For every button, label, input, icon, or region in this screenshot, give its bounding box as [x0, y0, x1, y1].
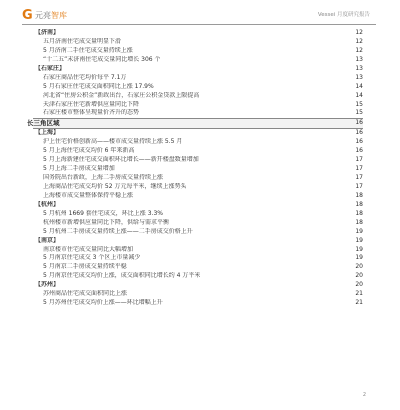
toc-entry-title: “十二五”末济南住宅成交量同比增长 306 个 — [43, 55, 161, 63]
toc-entry-title: 天津石家庄住宅新增供应量同比下降 — [43, 100, 140, 108]
toc-entry-title: 石家庄商品住宅均价每平 7.1万 — [43, 73, 127, 81]
toc-entry-row[interactable] — [33, 109, 363, 118]
toc-entry-title: 5 月南京住宅成交 3 个区上市量减少 — [43, 254, 141, 262]
toc-entry-title: 5 月杭州二手房成交量持续上涨——二手房成交价格上升 — [43, 227, 193, 235]
toc-entry-title: 苏州商品住宅成交面积同比上涨 — [43, 290, 128, 298]
table-of-contents — [27, 29, 363, 308]
toc-entry-row[interactable] — [33, 47, 363, 56]
toc-entry-title: 沪上住宅价格创新高——楼市成交量持续上涨 5.5 月 — [43, 138, 183, 146]
toc-entry-title: 【南京】 — [35, 236, 60, 244]
toc-entry-title: 5 月济南二手住宅成交量持续上涨 — [43, 46, 133, 54]
toc-section-row[interactable] — [33, 201, 363, 210]
page-number: 2 — [362, 392, 366, 398]
toc-entry-row[interactable] — [33, 165, 363, 174]
toc-entry-page: 19 — [355, 236, 363, 244]
toc-entry-page: 13 — [355, 73, 363, 81]
logo-text — [35, 10, 67, 22]
toc-entry-row[interactable] — [33, 101, 363, 110]
toc-entry-page: 20 — [355, 272, 363, 280]
logo-text-accent: 智库 — [51, 11, 67, 20]
toc-entry-row[interactable] — [33, 92, 363, 101]
toc-entry-title: 【上海】 — [35, 129, 60, 137]
toc-entry-row[interactable] — [33, 263, 363, 272]
toc-entry-row[interactable] — [33, 183, 363, 192]
toc-entry-page: 16 — [355, 138, 363, 146]
toc-entry-page: 18 — [355, 209, 363, 217]
toc-entry-title: 石家庄楼市整体呈现量价齐升的态势 — [43, 109, 140, 117]
toc-entry-page: 20 — [355, 263, 363, 271]
toc-entry-row[interactable] — [33, 254, 363, 263]
toc-section-row[interactable] — [33, 65, 363, 74]
toc-entry-title: 上海商品住宅成交均价 52 万元每平米，继续上涨势头 — [43, 182, 187, 190]
toc-entry-title: 5 月上海二手房成交量增加 — [43, 165, 115, 173]
toc-entry-page: 12 — [355, 46, 363, 54]
toc-entry-row[interactable] — [33, 147, 363, 156]
toc-entry-title: 5 月杭州 1669 套住宅成交，环比上涨 3.3% — [43, 209, 163, 217]
toc-entry-page: 12 — [355, 29, 363, 36]
logo-mark-icon: G — [22, 8, 33, 23]
toc-section-row[interactable] — [33, 129, 363, 138]
toc-entry-page: 21 — [355, 299, 363, 307]
toc-entry-title: 5 月石家庄住宅成交面积同比上涨 17.9% — [43, 82, 154, 90]
toc-entry-title: 河北省“住房公积金”新政出台，石家庄公积金贷款上限提高 — [43, 91, 200, 99]
toc-entry-page: 21 — [355, 290, 363, 298]
toc-entry-title: 5 月上海住宅成交均价 6 年来新高 — [43, 147, 135, 155]
toc-entry-page: 19 — [355, 227, 363, 235]
toc-entry-row[interactable] — [33, 38, 363, 47]
toc-entry-row[interactable] — [33, 174, 363, 183]
toc-entry-title: 【杭州】 — [35, 200, 60, 208]
toc-section-row[interactable] — [33, 281, 363, 290]
toc-entry-title: 五月济南住宅成交量明显下滑 — [43, 37, 122, 45]
toc-entry-row[interactable] — [33, 290, 363, 299]
toc-entry-page: 18 — [355, 191, 363, 199]
toc-entry-page: 13 — [355, 55, 363, 63]
toc-entry-row[interactable] — [33, 246, 363, 255]
toc-entry-title: 5 月苏州住宅成交均价上涨——环比增幅上升 — [43, 299, 163, 307]
toc-entry-page: 17 — [355, 165, 363, 173]
toc-entry-page: 13 — [355, 64, 363, 72]
toc-entry-page: 16 — [355, 129, 363, 137]
toc-entry-row[interactable] — [33, 74, 363, 83]
company-logo — [22, 9, 92, 23]
header-divider — [22, 24, 376, 25]
toc-entry-page: 14 — [355, 91, 363, 99]
toc-entry-title: 5 月南京住宅成交均价上涨，成交面积同比增长约 4 万平米 — [43, 272, 201, 280]
toc-entry-title: 【苏州】 — [35, 281, 60, 289]
toc-entry-row[interactable] — [33, 56, 363, 65]
toc-entry-row[interactable] — [33, 228, 363, 237]
toc-entry-page: 17 — [355, 156, 363, 164]
toc-entry-row[interactable] — [33, 299, 363, 308]
toc-entry-page: 15 — [355, 100, 363, 108]
toc-entry-title: 【济南】 — [35, 29, 60, 36]
toc-entry-page: 14 — [355, 82, 363, 90]
toc-entry-row[interactable] — [33, 192, 363, 201]
toc-entry-page: 16 — [355, 119, 363, 127]
toc-region-row[interactable] — [27, 118, 363, 129]
toc-entry-row[interactable] — [33, 210, 363, 219]
toc-entry-row[interactable] — [33, 138, 363, 147]
toc-entry-title: 【石家庄】 — [35, 64, 66, 72]
toc-entry-title: 长三角区域 — [27, 119, 60, 128]
toc-entry-page: 15 — [355, 109, 363, 117]
toc-section-row[interactable] — [33, 237, 363, 246]
toc-entry-title: 5 月上海新建住宅成交面积环比增长——新开楼盘数量增加 — [43, 156, 199, 164]
toc-entry-page: 19 — [355, 254, 363, 262]
toc-entry-title: 杭州楼市新增供应量同比下降，供给与需求平衡 — [43, 218, 170, 226]
toc-entry-page: 16 — [355, 147, 363, 155]
toc-entry-page: 17 — [355, 182, 363, 190]
toc-entry-title: 上海楼市成交量整体保持平稳上涨 — [43, 191, 134, 199]
toc-entry-row[interactable] — [33, 272, 363, 281]
toc-section-row[interactable] — [33, 29, 363, 38]
toc-entry-row[interactable] — [33, 156, 363, 165]
toc-entry-title: 南京楼市住宅成交量同比大幅增加 — [43, 245, 134, 253]
toc-entry-page: 12 — [355, 37, 363, 45]
toc-entry-title: 5 月南京二手房成交量持续平稳 — [43, 263, 127, 271]
logo-text-main: 元亮 — [35, 11, 51, 20]
header-report-title: Vessei 月度研究报告 — [317, 12, 370, 18]
toc-entry-row[interactable] — [33, 83, 363, 92]
toc-entry-page: 20 — [355, 281, 363, 289]
toc-entry-page: 19 — [355, 245, 363, 253]
toc-entry-title: 国务院出台新政，上海二手房成交量持续上涨 — [43, 174, 164, 181]
toc-entry-page: 17 — [355, 174, 363, 181]
toc-entry-page: 18 — [355, 218, 363, 226]
toc-entry-page: 18 — [355, 200, 363, 208]
toc-entry-row[interactable] — [33, 219, 363, 228]
